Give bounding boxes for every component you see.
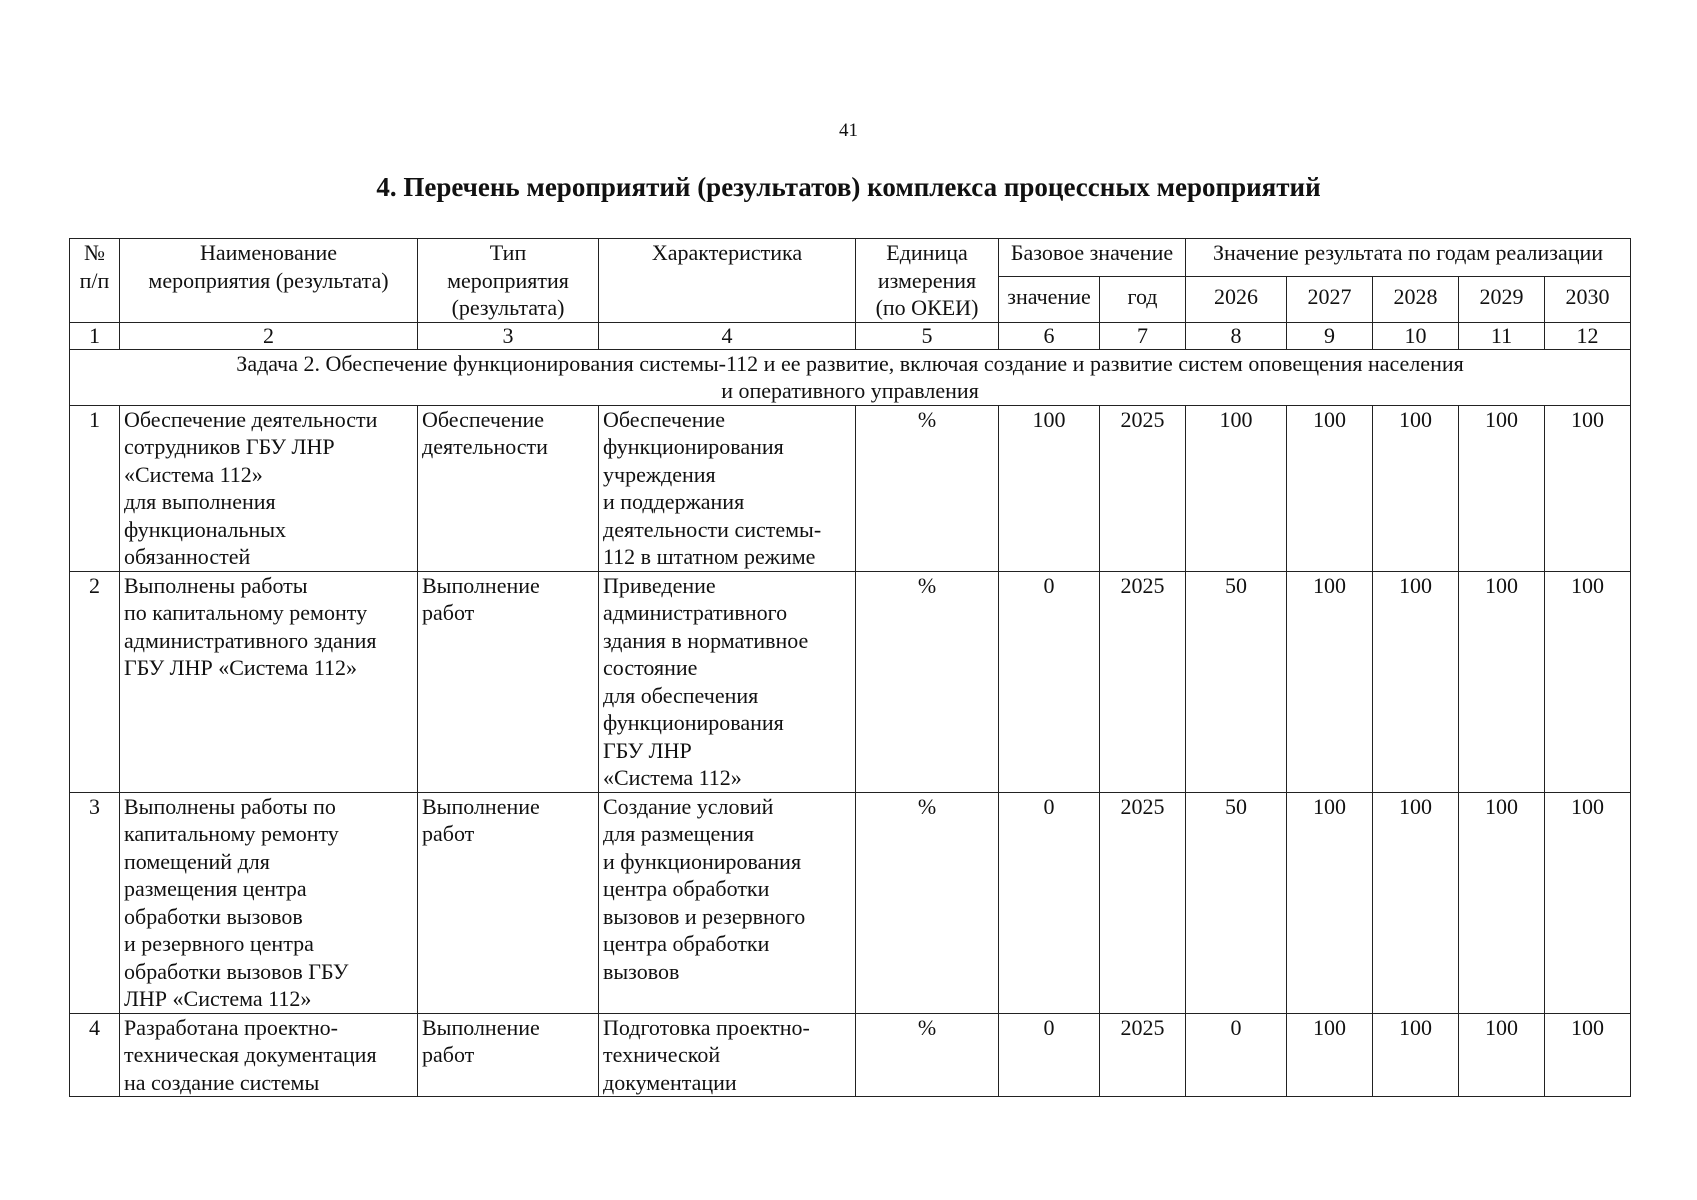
header-year-2029: 2029 bbox=[1459, 276, 1545, 322]
value-2028: 100 bbox=[1373, 571, 1459, 792]
header-year-2026: 2026 bbox=[1186, 276, 1287, 322]
base-year: 2025 bbox=[1100, 792, 1186, 1013]
base-year: 2025 bbox=[1100, 1013, 1186, 1097]
table-row bbox=[70, 1013, 1631, 1097]
activity-name: Обеспечение деятельности сотрудников ГБУ ЛНР «Система 112» для выполнения функциональных обязанностей bbox=[120, 405, 418, 571]
unit: % bbox=[856, 405, 999, 571]
value-2026: 0 bbox=[1186, 1013, 1287, 1097]
value-2027: 100 bbox=[1287, 405, 1373, 571]
value-2026: 100 bbox=[1186, 405, 1287, 571]
column-number: 10 bbox=[1373, 322, 1459, 349]
activity-characteristic: Создание условий для размещения и функционирования центра обработки вызовов и резервного центра обработки вызовов bbox=[599, 792, 856, 1013]
header-year-2030: 2030 bbox=[1545, 276, 1631, 322]
value-2029: 100 bbox=[1459, 571, 1545, 792]
header-num: № п/п bbox=[70, 239, 120, 323]
activity-type: Выполнение работ bbox=[418, 571, 599, 792]
row-number: 3 bbox=[70, 792, 120, 1013]
value-2029: 100 bbox=[1459, 1013, 1545, 1097]
activity-characteristic: Обеспечение функционирования учреждения и поддержания деятельности системы- 112 в штатном режиме bbox=[599, 405, 856, 571]
value-2030: 100 bbox=[1545, 1013, 1631, 1097]
activity-characteristic: Подготовка проектно- технической документации bbox=[599, 1013, 856, 1097]
value-2029: 100 bbox=[1459, 405, 1545, 571]
page-number: 41 bbox=[839, 120, 858, 141]
activity-type: Обеспечение деятельности bbox=[418, 405, 599, 571]
row-number: 1 bbox=[70, 405, 120, 571]
base-value: 0 bbox=[999, 1013, 1100, 1097]
column-number: 6 bbox=[999, 322, 1100, 349]
column-number: 7 bbox=[1100, 322, 1186, 349]
column-number: 12 bbox=[1545, 322, 1631, 349]
header-result-group: Значение результата по годам реализации bbox=[1186, 239, 1631, 277]
value-2026: 50 bbox=[1186, 792, 1287, 1013]
header-type: Тип мероприятия (результата) bbox=[418, 239, 599, 323]
column-number: 11 bbox=[1459, 322, 1545, 349]
header-row-top bbox=[70, 239, 1631, 277]
header-base-group: Базовое значение bbox=[999, 239, 1186, 277]
activity-name: Разработана проектно- техническая документация на создание системы bbox=[120, 1013, 418, 1097]
table-row bbox=[70, 405, 1631, 571]
activity-name: Выполнены работы по капитальному ремонту административного здания ГБУ ЛНР «Система 112» bbox=[120, 571, 418, 792]
value-2027: 100 bbox=[1287, 792, 1373, 1013]
value-2028: 100 bbox=[1373, 1013, 1459, 1097]
column-numbers-row bbox=[70, 322, 1631, 349]
row-number: 2 bbox=[70, 571, 120, 792]
value-2029: 100 bbox=[1459, 792, 1545, 1013]
task-row bbox=[70, 349, 1631, 405]
task-heading: Задача 2. Обеспечение функционирования системы-112 и ее развитие, включая создание и развитие систем оповещения населения и оперативного управления bbox=[70, 349, 1631, 405]
base-value: 100 bbox=[999, 405, 1100, 571]
column-number: 9 bbox=[1287, 322, 1373, 349]
activity-characteristic: Приведение административного здания в нормативное состояние для обеспечения функционирования ГБУ ЛНР «Система 112» bbox=[599, 571, 856, 792]
header-base-value: значение bbox=[999, 276, 1100, 322]
row-number: 4 bbox=[70, 1013, 120, 1097]
column-number: 8 bbox=[1186, 322, 1287, 349]
header-unit: Единица измерения (по ОКЕИ) bbox=[856, 239, 999, 323]
header-year-2028: 2028 bbox=[1373, 276, 1459, 322]
base-value: 0 bbox=[999, 792, 1100, 1013]
base-value: 0 bbox=[999, 571, 1100, 792]
unit: % bbox=[856, 1013, 999, 1097]
column-number: 4 bbox=[599, 322, 856, 349]
column-number: 5 bbox=[856, 322, 999, 349]
table-row bbox=[70, 571, 1631, 792]
activities-table bbox=[69, 238, 1631, 1097]
base-year: 2025 bbox=[1100, 571, 1186, 792]
unit: % bbox=[856, 571, 999, 792]
base-year: 2025 bbox=[1100, 405, 1186, 571]
column-number: 1 bbox=[70, 322, 120, 349]
column-number: 2 bbox=[120, 322, 418, 349]
value-2030: 100 bbox=[1545, 792, 1631, 1013]
value-2028: 100 bbox=[1373, 405, 1459, 571]
value-2027: 100 bbox=[1287, 1013, 1373, 1097]
header-characteristic: Характеристика bbox=[599, 239, 856, 323]
value-2030: 100 bbox=[1545, 571, 1631, 792]
value-2030: 100 bbox=[1545, 405, 1631, 571]
header-year-2027: 2027 bbox=[1287, 276, 1373, 322]
header-name: Наименование мероприятия (результата) bbox=[120, 239, 418, 323]
header-base-year: год bbox=[1100, 276, 1186, 322]
activity-type: Выполнение работ bbox=[418, 792, 599, 1013]
activity-name: Выполнены работы по капитальному ремонту помещений для размещения центра обработки вызовов и резервного центра обработки вызовов ГБУ ЛНР «Система 112» bbox=[120, 792, 418, 1013]
table-row bbox=[70, 792, 1631, 1013]
column-number: 3 bbox=[418, 322, 599, 349]
document-title: 4. Перечень мероприятий (результатов) комплекса процессных мероприятий bbox=[376, 172, 1321, 202]
activity-type: Выполнение работ bbox=[418, 1013, 599, 1097]
value-2026: 50 bbox=[1186, 571, 1287, 792]
value-2027: 100 bbox=[1287, 571, 1373, 792]
value-2028: 100 bbox=[1373, 792, 1459, 1013]
unit: % bbox=[856, 792, 999, 1013]
